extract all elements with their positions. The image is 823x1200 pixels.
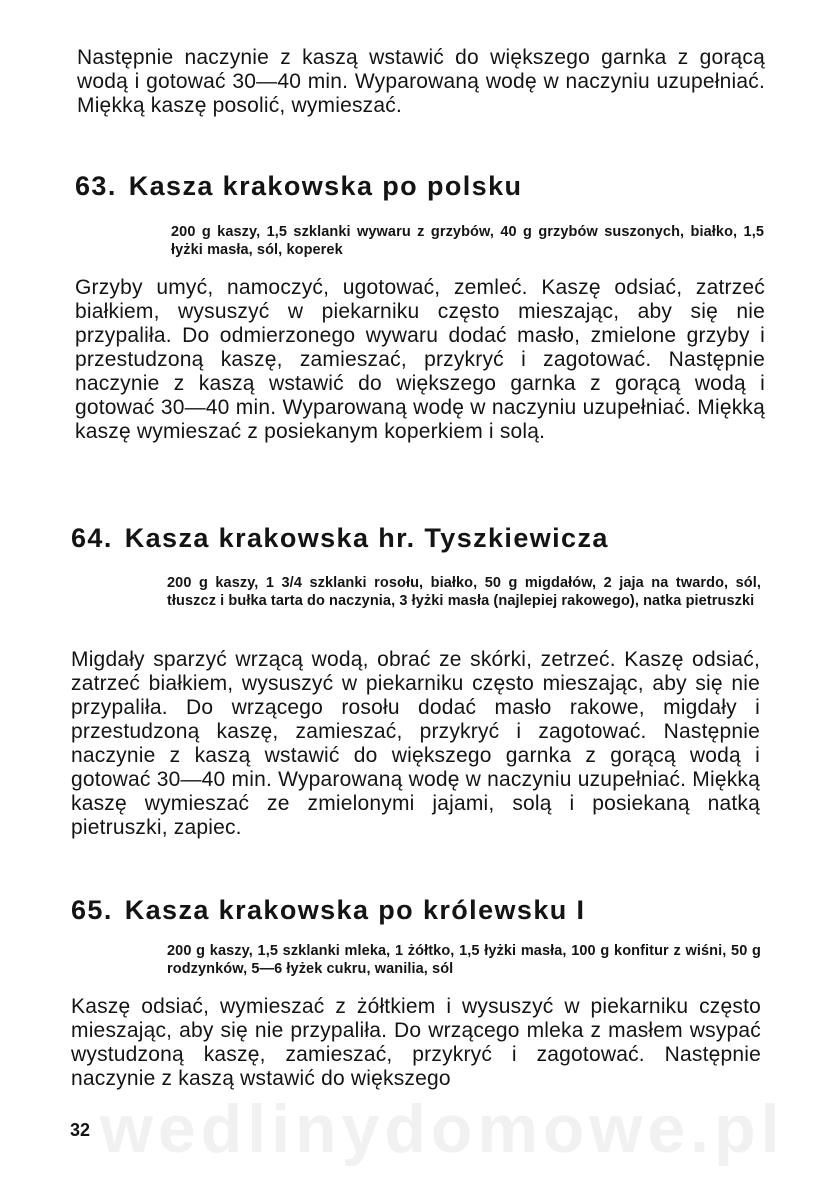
recipe-65-title: Kasza krakowska po królewsku I bbox=[124, 895, 586, 925]
recipe-63-ingredients: 200 g kaszy, 1,5 szklanki wywaru z grzybów, 40 g grzybów suszonych, białko, 1,5 łyżki masła, sól, koperek bbox=[171, 224, 764, 258]
recipe-65-ingredients: 200 g kaszy, 1,5 szklanki mleka, 1 żółtko, 1,5 łyżki masła, 100 g konfitur z wiśni, 50 g rodzynków, 5—6 łyżek cukru, wanilia, sól bbox=[167, 943, 761, 977]
recipe-63-heading bbox=[75, 170, 522, 202]
recipe-65-heading bbox=[71, 894, 585, 926]
recipe-63-method: Grzyby umyć, namoczyć, ugotować, zemleć. Kaszę odsiać, zatrzeć białkiem, wysuszyć w piekarniku często mieszając, aby się nie przypaliła. Do odmierzonego wywaru dodać masło, zmielone grzyby i przestudzoną kaszę, zamieszać, przykryć i zagotować. Następnie naczynie z kaszą wstawić do większego garnka z gorącą wodą i gotować 30—40 min. Wyparowaną wodę w naczyniu uzupełniać. Miękką kaszę wymieszać z posiekanym koperkiem i solą. bbox=[75, 276, 765, 443]
recipe-64-title: Kasza krakowska hr. Tyszkiewicza bbox=[124, 523, 609, 553]
recipe-64-number: 64. bbox=[71, 523, 113, 553]
recipe-64-ingredients: 200 g kaszy, 1 3/4 szklanki rosołu, białko, 50 g migdałów, 2 jaja na twardo, sól, tłuszcz i bułka tarta do naczynia, 3 łyżki masła (najlepiej rakowego), natka pietruszki bbox=[167, 575, 761, 609]
page-number: 32 bbox=[70, 1120, 91, 1140]
recipe-64-heading bbox=[71, 522, 609, 554]
recipe-65-number: 65. bbox=[71, 895, 113, 925]
recipe-64-method: Migdały sparzyć wrzącą wodą, obrać ze skórki, zetrzeć. Kaszę odsiać, zatrzeć białkiem, wysuszyć w piekarniku często mieszając, aby się nie przypaliła. Do wrzącego rosołu dodać masło rakowe, migdały i przestudzoną kaszę, zamieszać, przykryć i zagotować. Następnie naczynie z kaszą wstawić do większego garnka z gorącą wodą i gotować 30—40 min. Wyparowaną wodę w naczyniu uzupełniać. Miękką kaszę wymieszać ze zmielonymi jajami, solą i posiekaną natką pietruszki, zapiec. bbox=[71, 648, 760, 839]
recipe-65-method: Kaszę odsiać, wymieszać z żółtkiem i wysuszyć w piekarniku często mieszając, aby się nie przypaliła. Do wrzącego mleka z masłem wsypać wystudzoną kaszę, zamieszać, przykryć i zagotować. Następnie naczynie z kaszą wstawić do większego bbox=[71, 995, 761, 1090]
recipe-63-number: 63. bbox=[75, 171, 117, 201]
watermark-text: wedlinydomowe.pl bbox=[100, 1091, 785, 1167]
recipe-63-title: Kasza krakowska po polsku bbox=[128, 171, 523, 201]
intro-paragraph: Następnie naczynie z kaszą wstawić do większego garnka z gorącą wodą i gotować 30—40 min. Wyparowaną wodę w naczyniu uzupełniać. Miękką kaszę posolić, wymieszać. bbox=[77, 46, 765, 117]
